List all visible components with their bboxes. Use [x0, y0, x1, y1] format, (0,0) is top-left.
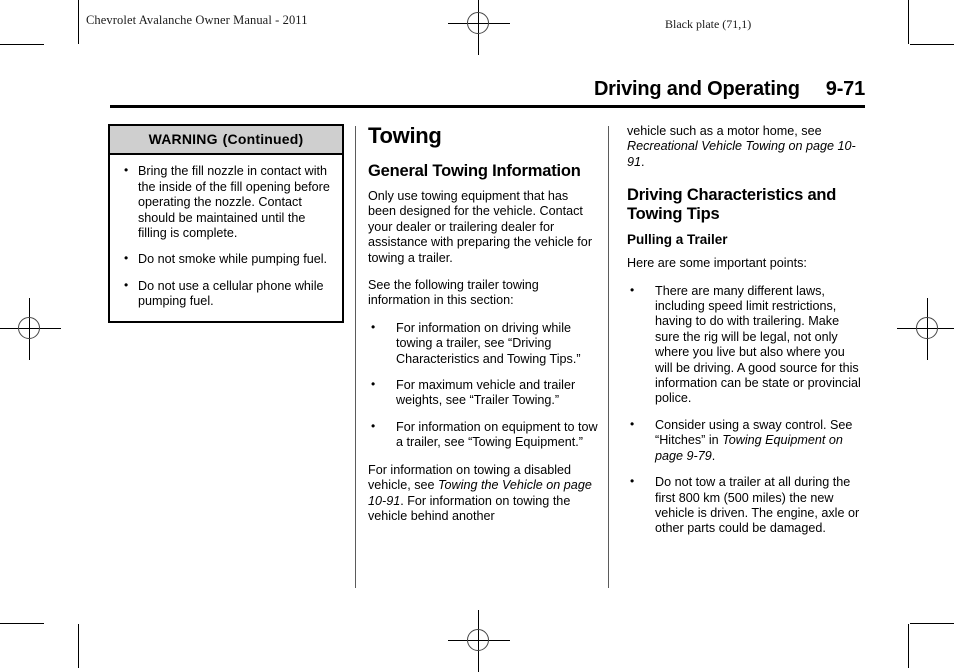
driving-characteristics-heading: Driving Characteristics and Towing Tips	[627, 186, 837, 224]
list-item-text-pre: Consider using a sway control. See “Hitches” in	[655, 417, 853, 448]
list-item-text: For maximum vehicle and trailer weights, see “Trailer Towing.”	[396, 378, 576, 408]
crop-mark-bottom-left-horizontal	[0, 623, 44, 624]
bullet-icon: •	[630, 474, 635, 489]
paragraph: Only use towing equipment that has been designed for the vehicle. Contact your dealer or trailering dealer for assistance with preparing the vehicle for towing a trailer.	[368, 189, 593, 265]
list-item-text: Bring the fill nozzle in contact with the inside of the fill opening before operating the nozzle. Contact should be maintained until the filling is complete.	[138, 164, 330, 241]
list-item	[114, 252, 332, 267]
paragraph-text: vehicle such as a motor home, see	[627, 124, 822, 138]
paragraph-text: . For information on towing the vehicle behind another	[368, 493, 571, 523]
paragraph-with-reference	[627, 124, 863, 170]
warning-box-body	[110, 155, 342, 320]
bullet-icon: •	[124, 277, 129, 292]
crop-mark-bottom-right-vertical	[908, 624, 909, 668]
paragraph-with-reference	[368, 463, 598, 525]
crop-mark-top-left-vertical	[78, 0, 79, 44]
list-item-text	[655, 418, 852, 463]
column-left	[108, 124, 344, 323]
paragraph-text: For information on towing a disabled vehicle, see	[368, 462, 572, 493]
header-rule	[110, 105, 865, 108]
list-item	[114, 164, 332, 241]
list-item	[368, 321, 598, 367]
section-title-text: Driving and Operating	[593, 78, 800, 100]
warning-label: WARNING	[148, 131, 218, 147]
list-item	[627, 284, 863, 407]
list-item	[627, 475, 863, 537]
list-item-text: For information on equipment to tow a trailer, see “Towing Equipment.”	[396, 419, 598, 450]
column-middle	[368, 124, 598, 524]
pulling-a-trailer-heading: Pulling a Trailer	[627, 232, 728, 248]
crop-mark-bottom-right-horizontal	[910, 623, 954, 624]
list-item-text: Do not tow a trailer at all during the first 800 km (500 miles) the new vehicle is driven. The engine, axle or other parts could be damaged.	[655, 475, 860, 536]
general-towing-information-heading: General Towing Information	[368, 162, 581, 180]
paragraph: Here are some important points:	[627, 256, 807, 271]
list-item-text: There are many different laws, including speed limit restrictions, having to do with trailering. Make sure the rig will be legal, not only where you live but also where you will be driving. A good source for this information can be state or provincial police.	[655, 283, 861, 406]
list-item-text: Do not use a cellular phone while pumping fuel.	[138, 278, 324, 309]
bullet-icon: •	[630, 282, 635, 297]
pulling-a-trailer-list	[627, 284, 863, 537]
warning-continued-label: (Continued)	[222, 131, 304, 147]
bullet-icon: •	[371, 319, 376, 334]
column-divider-right	[608, 126, 609, 588]
page-number: 9-71	[825, 78, 865, 100]
list-item-text: For information on driving while towing a trailer, see “Driving Characteristics and Towing Tips.”	[396, 320, 581, 366]
bullet-icon: •	[124, 163, 129, 178]
column-right	[627, 124, 863, 549]
registration-mark-left-center	[0, 298, 61, 360]
crop-mark-top-left-horizontal	[0, 44, 44, 45]
page-title	[110, 78, 865, 101]
list-item	[368, 420, 598, 451]
bullet-icon: •	[124, 251, 129, 266]
towing-reference-list	[368, 321, 598, 451]
registration-mark-bottom-center	[448, 610, 510, 672]
cross-reference-link[interactable]: Recreational Vehicle Towing on page 10-91	[627, 139, 856, 169]
registration-mark-right-center	[897, 298, 954, 360]
crop-mark-top-right-vertical	[908, 0, 909, 44]
list-item-text: Do not smoke while pumping fuel.	[138, 252, 328, 267]
black-plate-label: Black plate (71,1)	[665, 17, 752, 31]
paragraph: See the following trailer towing information in this section:	[368, 278, 539, 308]
bullet-icon: •	[371, 377, 376, 392]
manual-title: Chevrolet Avalanche Owner Manual - 2011	[86, 13, 308, 27]
bullet-icon: •	[630, 416, 635, 431]
column-divider-left	[355, 126, 356, 588]
warning-box	[108, 124, 344, 323]
warning-box-header	[110, 126, 342, 155]
crop-mark-bottom-left-vertical	[78, 624, 79, 668]
crop-mark-top-right-horizontal	[910, 44, 954, 45]
list-item	[627, 418, 863, 464]
list-item	[368, 378, 598, 409]
registration-mark-top-center	[448, 0, 510, 55]
warning-bullet-list	[114, 164, 332, 309]
list-item	[114, 279, 332, 310]
list-item-text-post: .	[711, 448, 716, 463]
paragraph-text: .	[641, 154, 645, 169]
cross-reference-link[interactable]: Towing the Vehicle on page 10-91	[368, 478, 592, 508]
bullet-icon: •	[371, 418, 376, 433]
towing-heading: Towing	[368, 123, 442, 148]
cross-reference-link[interactable]: Towing Equipment on page 9-79	[655, 433, 843, 463]
